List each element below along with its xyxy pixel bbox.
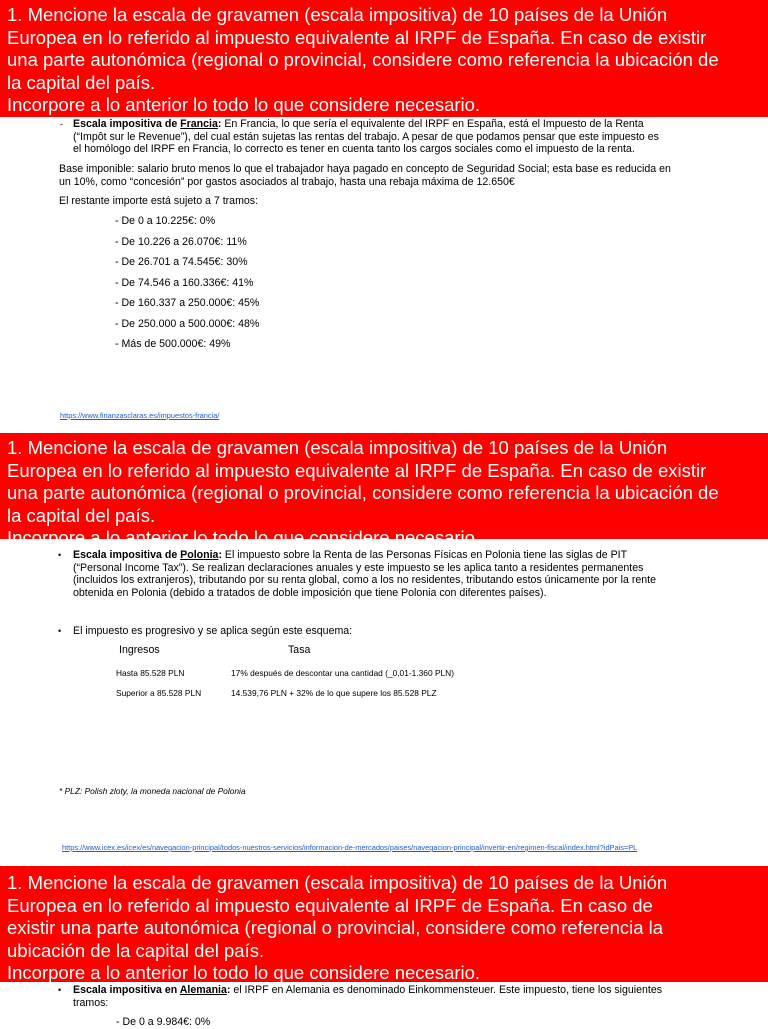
question-banner: [0, 0, 768, 117]
slide-francia: [0, 0, 768, 433]
base-imponible-line-2: un 10%, como “concesión” por gastos asociados al trabajo, hasta una rebaja máxima de 12.650€: [59, 175, 515, 188]
banner-line: 1. Mencione la escala de gravamen (escala impositiva) de 10 países de la Unión: [7, 437, 668, 458]
banner-line: Incorpore a lo anterior lo todo lo que considere necesario.: [7, 527, 481, 548]
question-banner: [0, 866, 768, 982]
slide-polonia: [0, 433, 768, 866]
banner-line: Europea en lo referido al impuesto equivalente al IRPF de España. En caso de existir: [7, 459, 707, 481]
polonia-intro-line-2: (“Personal Income Tax”). Se realizan declaraciones anuales y este impuesto se les aplica tanto a residentes permanentes: [73, 561, 644, 574]
country-name: Polonia: [180, 549, 219, 561]
tramo-item: - De 10.226 a 26.070€: 11%: [115, 235, 247, 248]
francia-content: [0, 117, 768, 433]
francia-intro-line-3: el homólogo del IRPF en Francia, lo correcto es tener en cuenta tanto los cargos sociales como el impuesto de la renta.: [73, 143, 635, 155]
tramo-item: - De 26.701 a 74.545€: 30%: [115, 256, 248, 268]
banner-line: existir una parte autonómica (regional o provincial, considere como referencia la: [7, 917, 664, 938]
alemania-intro-line-2: tramos:: [73, 996, 109, 1009]
bullet-dash: -: [60, 119, 63, 129]
tramo-item: - De 0 a 10.225€: 0%: [115, 215, 216, 227]
polonia-content: [0, 539, 768, 866]
banner-line: Incorpore a lo anterior lo todo lo que considere necesario.: [7, 962, 481, 983]
tramo-item: - Más de 500.000€: 49%: [115, 338, 231, 350]
polonia-scheme-intro: El impuesto es progresivo y se aplica según este esquema:: [73, 625, 353, 637]
bullet-dot: •: [58, 550, 62, 560]
table-header: Ingresos: [119, 644, 160, 656]
tramo-item: - De 74.546 a 160.336€: 41%: [115, 276, 254, 289]
table-cell: Hasta 85.528 PLN: [116, 668, 185, 678]
polonia-intro-line-1: Escala impositiva de Polonia: El impuesto sobre la Renta de las Personas Físicas en Polonia tiene las siglas de PIT: [73, 549, 628, 561]
polonia-intro-line-4: obtenida en Polonia (debido a tratados de doble imposición que tiene Polonia con diferentes países).: [73, 586, 547, 599]
banner-line: 1. Mencione la escala de gravamen (escala impositiva) de 10 países de la Unión: [7, 872, 668, 893]
alemania-intro-line-1: Escala impositiva en Alemania: el IRPF en Alemania es denominado Einkommensteuer. Este impuesto, tiene los siguientes: [73, 984, 663, 996]
source-link[interactable]: https://www.icex.es/icex/es/navegacion-principal/todos-nuestros-servicios/informacion-de-mercados/paises/navegacion-principal/invertir-en/regimen-fiscal/index.html?idPais=PL: [62, 843, 638, 852]
table-cell: Superior a 85.528 PLN: [116, 688, 202, 698]
alemania-content: [0, 982, 768, 1028]
slide-alemania: [0, 866, 768, 1028]
section-heading: Escala impositiva de Francia:: [73, 118, 222, 130]
question-banner: [0, 433, 768, 548]
banner-line: ubicación de la capital del país.: [7, 939, 265, 961]
banner-line: una parte autonómica (regional o provincial, considere como referencia la ubicación de: [7, 49, 719, 70]
tramo-item: - De 250.000 a 500.000€: 48%: [115, 317, 260, 330]
banner-line: la capital del país.: [7, 504, 156, 526]
table-cell: 14.539,76 PLN + 32% de lo que supere los 85.528 PLZ: [231, 688, 437, 698]
country-name: Francia: [180, 118, 218, 130]
section-heading: Escala impositiva en Alemania:: [73, 984, 231, 996]
bullet-dot: •: [58, 985, 62, 995]
source-link[interactable]: https://www.finanzasclaras.es/impuestos-francia/: [60, 411, 220, 420]
francia-intro-line-1: Escala impositiva de Francia: En Francia, lo que sería el equivalente del IRPF en España, está el Impuesto de la Renta: [73, 118, 644, 130]
banner-line: la capital del país.: [7, 71, 156, 93]
francia-intro-line-2: (“Impôt sur le Revenue”), del cual están sujetas las rentas del trabajo. A pesar de que podamos pensar que este impuesto es: [73, 130, 659, 143]
table-header: Tasa: [288, 644, 311, 656]
banner-line: una parte autonómica (regional o provincial, considere como referencia la ubicación de: [7, 482, 719, 503]
bullet-dot: •: [58, 626, 62, 636]
section-heading: Escala impositiva de Polonia:: [73, 549, 222, 561]
banner-line: Incorpore a lo anterior lo todo lo que considere necesario.: [7, 94, 481, 115]
banner-line: Europea en lo referido al impuesto equivalente al IRPF de España. En caso de existir: [7, 26, 707, 48]
tramo-item: - De 0 a 9.984€: 0%: [116, 1016, 211, 1028]
table-cell: 17% después de descontar una cantidad (_0,01-1.360 PLN): [231, 668, 455, 678]
polonia-intro-line-3: (incluidos los extranjeros), tributando por su renta global, como a los no residentes, tributando estos únicamente por la rente: [73, 574, 656, 586]
banner-line: Europea en lo referido al impuesto equivalente al IRPF de España. En caso de: [7, 894, 653, 916]
base-imponible-line-1: Base imponible: salario bruto menos lo que el trabajador haya pagado en concepto de Seguridad Social; esta base es reducida en: [59, 163, 671, 175]
country-name: Alemania: [179, 984, 227, 996]
banner-line: 1. Mencione la escala de gravamen (escala impositiva) de 10 países de la Unión: [7, 4, 668, 25]
currency-note: * PLZ: Polish zloty, la moneda nacional de Polonia: [59, 786, 246, 796]
tramo-item: - De 160.337 a 250.000€: 45%: [115, 297, 260, 309]
tramos-intro: El restante importe está sujeto a 7 tramos:: [59, 195, 259, 207]
